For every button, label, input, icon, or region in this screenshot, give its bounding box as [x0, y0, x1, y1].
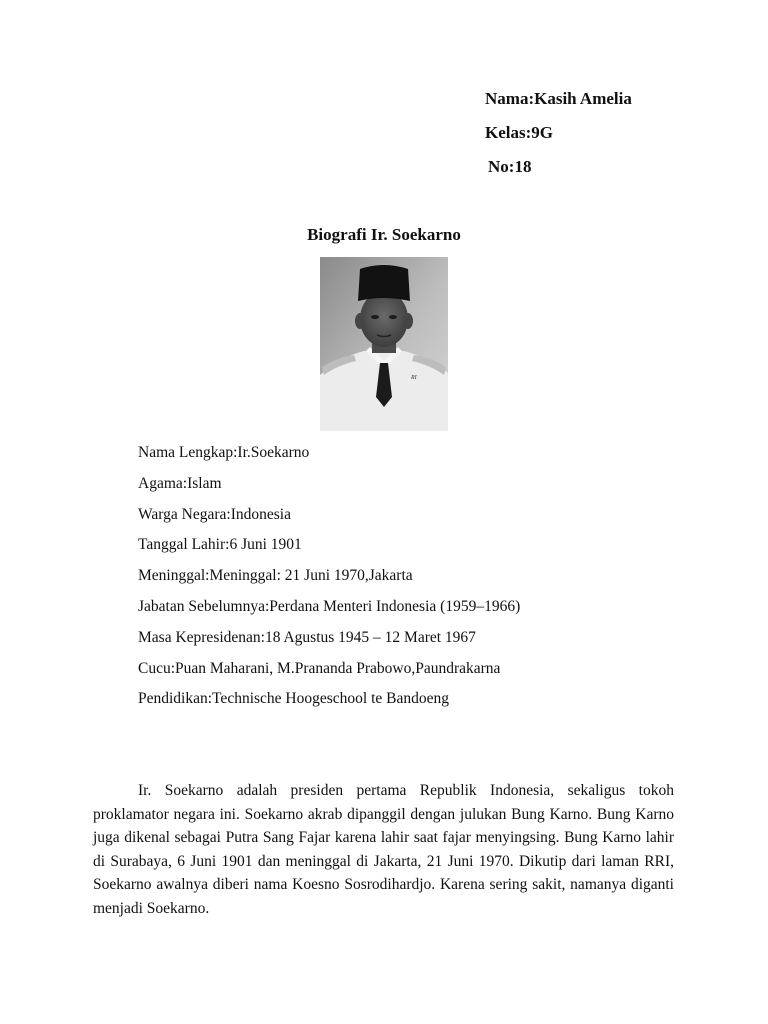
detail-previous-position: Jabatan Sebelumnya:Perdana Menteri Indonesia (1959–1966)	[138, 597, 521, 615]
detail-education: Pendidikan:Technische Hoogeschool te Bandoeng	[138, 690, 449, 708]
biography-details	[138, 443, 520, 720]
student-class: Kelas:9G	[485, 123, 553, 142]
detail-grandchildren: Cucu:Puan Maharani, M.Prananda Prabowo,Paundrakarna	[138, 659, 501, 677]
detail-religion: Agama:Islam	[138, 474, 222, 492]
student-number: No:18	[488, 157, 532, 176]
biography-paragraph: Ir. Soekarno adalah presiden pertama Republik Indonesia, sekaligus tokoh proklamator negara ini. Soekarno akrab dipanggil dengan julukan Bung Karno. Bung Karno juga dikenal sebagai Putra Sang Fajar karena lahir saat fajar menyingsing. Bung Karno lahir di Surabaya, 6 Juni 1901 dan meninggal di Jakarta, 21 Juni 1970. Dikutip dari laman RRI, Soekarno awalnya diberi nama Koesno Sosrodihardjo. Karena sering sakit, namanya diganti menjadi Soekarno.	[93, 782, 674, 917]
portrait-illustration	[320, 257, 448, 431]
detail-birth-date: Tanggal Lahir:6 Juni 1901	[138, 536, 302, 554]
student-name: Nama:Kasih Amelia	[485, 89, 632, 108]
detail-death: Meninggal:Meninggal: 21 Juni 1970,Jakarta	[138, 567, 413, 585]
detail-citizenship: Warga Negara:Indonesia	[138, 505, 291, 523]
svg-text:RI: RI	[411, 375, 417, 381]
page-title: Biografi Ir. Soekarno	[307, 225, 461, 244]
detail-full-name: Nama Lengkap:Ir.Soekarno	[138, 444, 310, 461]
detail-presidency-term: Masa Kepresidenan:18 Agustus 1945 – 12 Maret 1967	[138, 628, 476, 646]
portrait-photo	[320, 257, 448, 431]
